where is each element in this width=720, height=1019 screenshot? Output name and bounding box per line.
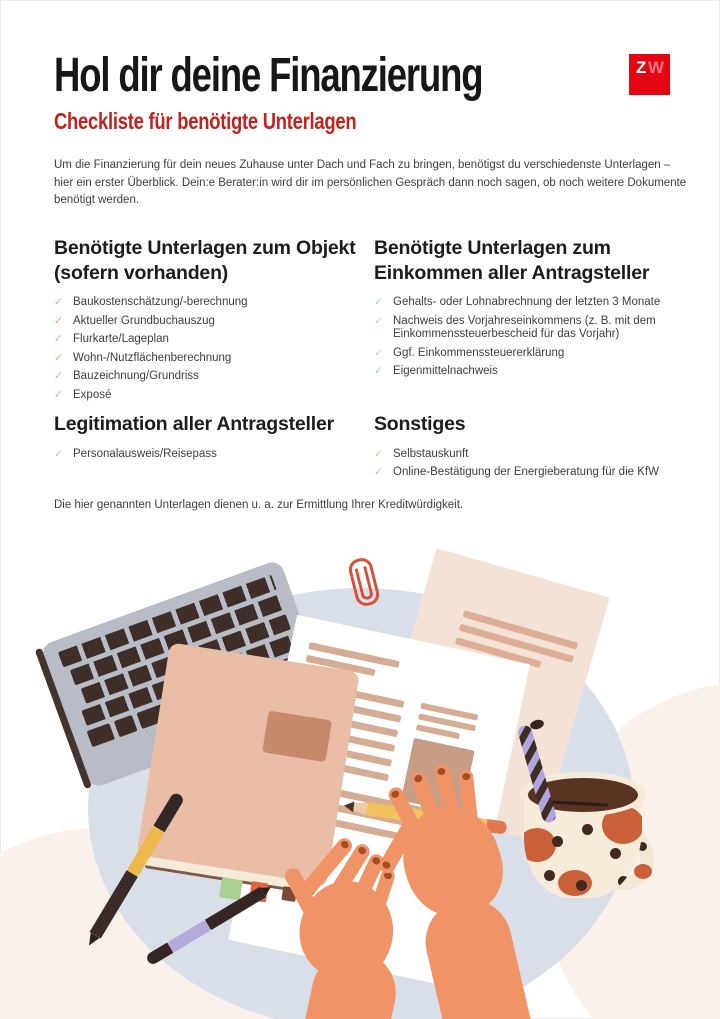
- checklist-item-label: Exposé: [73, 388, 112, 401]
- text-line: [300, 679, 404, 708]
- finger: [433, 763, 466, 840]
- text-line: [463, 610, 578, 649]
- checklist-item: [54, 315, 366, 329]
- notebook-pages-edge: [145, 856, 317, 895]
- finger: [323, 841, 373, 908]
- checklist-item-label: Wohn-/Nutzflächenberechnung: [73, 351, 232, 364]
- beige-paper-sheet: [366, 548, 609, 843]
- cocoa-mug: [516, 720, 686, 920]
- checklist-item: [374, 296, 686, 310]
- paperclip-inner-loop: [355, 566, 375, 601]
- section-title: Legitimation aller Antragsteller: [54, 413, 335, 435]
- finger: [409, 770, 449, 847]
- text-line: [455, 637, 542, 668]
- brand-logo: [629, 54, 670, 95]
- fingernail: [383, 871, 393, 880]
- check-icon: ✓: [374, 447, 384, 460]
- pen-cap: [153, 791, 185, 832]
- mug-dot: [638, 842, 647, 851]
- mug-rim-line: [524, 776, 642, 814]
- check-icon: ✓: [54, 296, 64, 308]
- white-document-sheet: [228, 615, 530, 989]
- check-icon: ✓: [54, 333, 64, 345]
- fingernail: [437, 767, 446, 776]
- intro-line: benötigt werden.: [54, 194, 140, 206]
- mug-rim: [520, 772, 646, 816]
- right-arm: [417, 890, 537, 1019]
- checklist-item-label: Ggf. Einkommenssteuererklärung: [393, 346, 565, 359]
- text-line: [276, 792, 459, 838]
- page-subtitle: Checkliste für benötigte Unterlagen: [54, 108, 357, 134]
- check-icon: ✓: [54, 351, 64, 364]
- mug-dot: [618, 876, 629, 887]
- checklist-item: [54, 333, 366, 347]
- check-icon: ✓: [54, 388, 64, 401]
- keyboard-key-row: [81, 634, 298, 726]
- text-line: [280, 777, 463, 823]
- cream-circle: [545, 682, 720, 1019]
- pencil-point: [343, 799, 355, 813]
- fingernail: [339, 839, 350, 850]
- pen-cap: [145, 942, 173, 966]
- checklist-item: [54, 296, 366, 310]
- check-icon: ✓: [374, 314, 384, 327]
- section-sonstiges: [374, 412, 686, 485]
- logo-letter-w: W: [648, 58, 665, 77]
- finger: [345, 852, 386, 918]
- keyboard-key-row: [70, 594, 284, 685]
- checklist-item: [54, 389, 366, 403]
- pen-tip: [260, 882, 274, 897]
- lavender-pen: [145, 882, 274, 966]
- spacebar-key: [136, 680, 233, 729]
- finger: [365, 867, 396, 926]
- pencil-band: [486, 819, 508, 835]
- text-line: [418, 713, 476, 731]
- fingernail: [413, 774, 423, 783]
- checklist-item-label: Selbstauskunft: [393, 447, 469, 460]
- checklist-item-label: Aktueller Grundbuchauszug: [73, 314, 215, 327]
- pen-grip: [167, 920, 211, 953]
- left-palm: [282, 865, 412, 997]
- section-objekt: [54, 236, 366, 407]
- mug-dot: [602, 878, 611, 887]
- yellow-pen: [83, 791, 185, 949]
- section-title: Benötigte Unterlagen zum Einkommen aller Antragsteller: [374, 237, 650, 284]
- text-line: [308, 642, 399, 668]
- check-icon: ✓: [54, 370, 64, 382]
- pencil-wood: [353, 800, 368, 815]
- check-icon: ✓: [54, 314, 64, 327]
- mug-dot: [610, 848, 621, 859]
- fingernail: [462, 773, 471, 781]
- checklist-item-label: Nachweis des Vorjahreseinkommens (z. B. mit dem Einkommenssteuerbescheid für das Vorjahr): [393, 314, 656, 340]
- intro-paragraph: [54, 157, 686, 210]
- paperclip: [347, 556, 382, 608]
- keyboard-bottom-row: [87, 654, 306, 748]
- intro-line: Um die Finanzierung für dein neues Zuhause unter Dach und Fach zu bringen, benötigst du verschiedenste Unterlagen –: [54, 159, 671, 171]
- checklist-item: [374, 466, 686, 480]
- fingernail: [390, 789, 400, 799]
- checklist-item-label: Gehalts- oder Lohnabrechnung der letzten 3 Monate: [393, 296, 661, 308]
- keyboard: [40, 559, 332, 789]
- intro-line: hier ein erster Überblick. Dein:e Berater:in wird dir im persönlichen Gespräch dann noch sagen, ob noch weitere Dokumente: [54, 176, 687, 189]
- mug-spot: [602, 806, 642, 844]
- bookmark-tab-orange: [249, 881, 269, 902]
- keyboard-key-row: [58, 575, 277, 668]
- image-placeholder-block: [401, 738, 475, 813]
- notebook-label: [262, 711, 332, 762]
- pen-body: [90, 870, 138, 938]
- check-icon: ✓: [54, 447, 64, 460]
- bookmark-tab-green: [219, 877, 243, 900]
- mug-spot: [634, 864, 652, 879]
- text-line: [291, 723, 395, 752]
- text-line: [297, 694, 401, 723]
- fingernail: [371, 856, 381, 866]
- thumb: [377, 818, 420, 876]
- text-line: [294, 709, 398, 738]
- pen-body: [205, 887, 266, 930]
- right-palm: [389, 794, 514, 928]
- paperclip-outline: [347, 556, 382, 608]
- straw-opening: [529, 718, 545, 731]
- text-line: [420, 703, 478, 721]
- left-hand: [268, 832, 418, 1019]
- cocoa-surface: [528, 778, 638, 812]
- mug-handle: [594, 828, 654, 890]
- checklist-item: [374, 365, 686, 379]
- checklist-item-label: Online-Bestätigung der Energieberatung für die KfW: [393, 466, 659, 478]
- text-line: [288, 738, 392, 767]
- checklist-item-label: Bauzeichnung/Grundriss: [73, 370, 199, 382]
- mug-spot: [524, 828, 556, 862]
- checklist-item-label: Eigenmittelnachweis: [393, 365, 498, 377]
- text-line: [306, 655, 376, 676]
- mug-dot: [552, 836, 563, 847]
- checklist-item: [54, 448, 366, 462]
- desk-mat: [88, 588, 634, 1019]
- page-title: Hol dir deine Finanzierung: [54, 49, 483, 102]
- fingernail: [357, 845, 367, 855]
- thumbnail: [381, 860, 391, 870]
- keyboard-key-row: [81, 614, 291, 704]
- mug-dot: [544, 870, 555, 881]
- notebook: [136, 642, 360, 887]
- checklist-item: [54, 370, 366, 384]
- checklist-item-label: Baukostenschätzung/-berechnung: [73, 296, 248, 308]
- keyboard-edge: [35, 648, 92, 789]
- right-hand-writing: [382, 758, 542, 1019]
- section-title: Benötigte Unterlagen zum Objekt (sofern vorhanden): [54, 237, 356, 284]
- check-icon: ✓: [374, 466, 384, 478]
- section-einkommen: [374, 236, 686, 384]
- mug-dot: [582, 824, 593, 835]
- striped-straw: [516, 724, 557, 824]
- cocoa-swirl-line: [548, 800, 608, 806]
- section-title: Sonstiges: [374, 413, 466, 435]
- checklist-item-label: Flurkarte/Lageplan: [73, 333, 169, 345]
- finger: [386, 785, 433, 856]
- pen-grip: [127, 826, 165, 877]
- text-line: [273, 806, 421, 844]
- check-icon: ✓: [374, 296, 384, 308]
- text-line: [459, 624, 574, 663]
- checklist-item: [374, 315, 686, 342]
- mug-dot: [576, 880, 587, 891]
- checklist-item: [374, 347, 686, 361]
- thumb: [282, 865, 321, 920]
- cream-blob: [0, 828, 280, 1019]
- checklist-item-label: Personalausweis/Reisepass: [73, 447, 217, 460]
- section-legitimation: [54, 412, 366, 466]
- left-arm: [292, 943, 403, 1019]
- text-line: [416, 724, 460, 739]
- finger: [300, 835, 355, 897]
- check-icon: ✓: [374, 365, 384, 377]
- bookmark-tab-brown: [281, 886, 297, 902]
- footnote: Die hier genannten Unterlagen dienen u. a. zur Ermittlung Ihrer Kreditwürdigkeit.: [54, 498, 464, 511]
- checklist-item: [54, 352, 366, 366]
- logo-letter-z: Z: [636, 58, 647, 77]
- mug-body: [524, 784, 642, 898]
- pencil-shaft: [366, 802, 488, 832]
- checklist-item: [374, 448, 686, 462]
- mug-spot: [558, 870, 592, 896]
- pencil: [343, 799, 507, 835]
- text-line: [285, 753, 389, 782]
- pen-tip: [83, 932, 100, 949]
- mug-dot: [564, 804, 575, 815]
- finger: [459, 769, 480, 836]
- check-icon: ✓: [374, 346, 384, 359]
